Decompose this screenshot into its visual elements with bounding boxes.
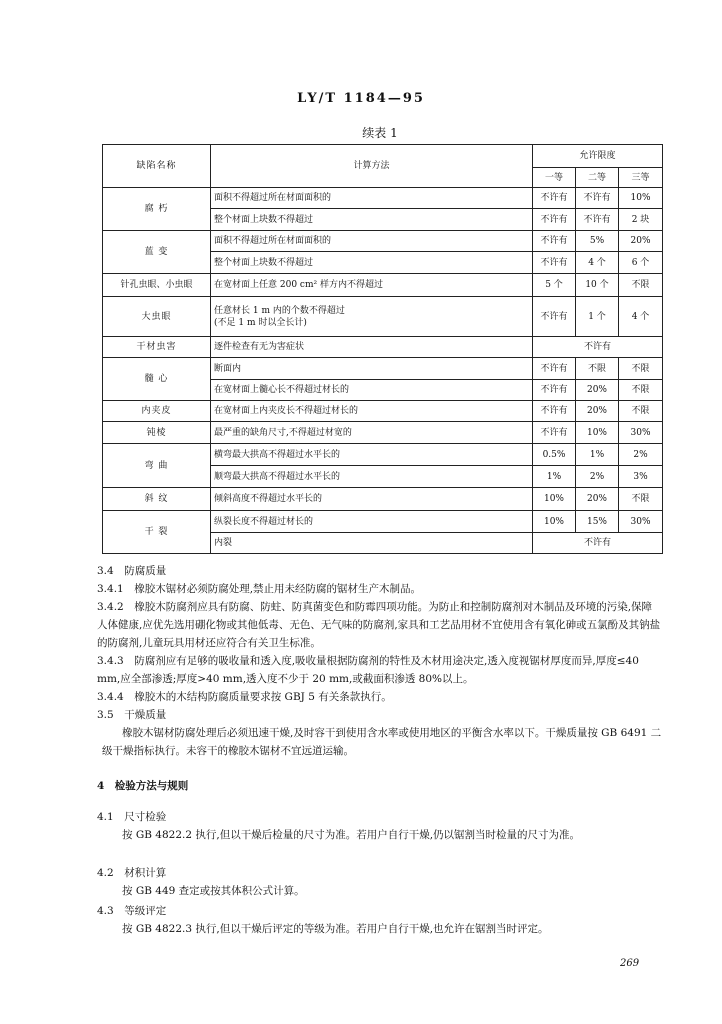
method-cell: 面积不得超过所在材面面积的 (211, 231, 533, 252)
defect-name: 弯 曲 (103, 444, 211, 488)
method-cell: 逐件检查有无为害症状 (211, 337, 533, 358)
table-row (103, 401, 663, 422)
grade-cell: 不许有 (533, 252, 576, 274)
page-number: 269 (620, 958, 640, 969)
clause-3-4-4: 3.4.4 橡胶木的木结构防腐质量要求按 GBJ 5 有关条款执行。 (97, 691, 392, 703)
clause-3-5: 橡胶木锯材防腐处理后必须迅速干燥,及时容干到使用含水率或使用地区的平衡含水率以下。干燥质量按 GB 6491 二级干燥指标执行。未容干的橡胶木锯材不宜远道运输。 (102, 727, 662, 757)
grade-cell: 20% (576, 380, 619, 401)
section-4 (97, 777, 662, 795)
grade-cell: 不许有 (533, 188, 576, 209)
grade-cell: 不限 (619, 401, 663, 422)
method-cell: 断面内 (211, 358, 533, 380)
defect-name: 腐 朽 (103, 188, 211, 231)
grade-cell: 5 个 (533, 274, 576, 297)
grade-cell: 不许有 (533, 380, 576, 401)
clause-4-2: 按 GB 449 查定或按其体积公式计算。 (122, 885, 305, 897)
grade-cell: 不许有 (533, 337, 663, 358)
header-defect-name: 缺陷名称 (103, 145, 211, 188)
method-cell: 倾斜高度不得超过水平长的 (211, 488, 533, 511)
table-row (103, 511, 663, 533)
grade-cell: 0.5% (533, 444, 576, 466)
clause-3-4-3: 3.4.3 防腐剂应有足够的吸收量和透入度,吸收量根据防腐剂的特性及木材用途决定,透入度视锯材厚度而异,厚度≤40 mm,应全部渗透;厚度>40 mm,透入度不少于 20 mm,或截面积渗透 80%以上。 (97, 655, 639, 685)
heading-4-1: 4.1 尺寸检验 (97, 811, 167, 823)
grade-cell: 不许有 (533, 209, 576, 231)
grade-cell: 不许有 (576, 188, 619, 209)
method-cell: 在宽材面上任意 200 cm² 样方内不得超过 (211, 274, 533, 297)
heading-4-2: 4.2 材积计算 (97, 867, 167, 879)
heading-4: 4 检验方法与规则 (97, 780, 189, 792)
defect-name: 大虫眼 (103, 297, 211, 337)
method-cell: 纵裂长度不得超过材长的 (211, 511, 533, 533)
method-cell: 在宽材面上内夹皮长不得超过材长的 (211, 401, 533, 422)
header-grade-3: 三等 (619, 168, 663, 188)
grade-cell: 10% (619, 188, 663, 209)
method-cell: 横弯最大拱高不得超过水平长的 (211, 444, 533, 466)
grade-cell: 10% (576, 422, 619, 444)
table-row (103, 422, 663, 444)
section-4-3 (97, 902, 662, 938)
defect-name: 蓝 变 (103, 231, 211, 274)
table-row (103, 297, 663, 337)
defect-name: 内夹皮 (103, 401, 211, 422)
grade-cell: 不限 (619, 274, 663, 297)
defect-name: 钝棱 (103, 422, 211, 444)
method-cell (211, 297, 533, 337)
grade-cell: 6 个 (619, 252, 663, 274)
defect-name: 干 裂 (103, 511, 211, 554)
table-row (103, 444, 663, 466)
defect-name: 斜 纹 (103, 488, 211, 511)
defects-table (102, 144, 663, 554)
table-row (103, 231, 663, 252)
header-grade-1: 一等 (533, 168, 576, 188)
method-cell: 整个材面上块数不得超过 (211, 252, 533, 274)
section-4-2 (97, 864, 662, 900)
grade-cell: 1% (533, 466, 576, 488)
grade-cell: 不许有 (533, 358, 576, 380)
method-note: (不足 1 m 时以全长计) (214, 317, 307, 328)
grade-cell: 2% (619, 444, 663, 466)
header-method: 计算方法 (211, 145, 533, 188)
grade-cell: 4 个 (619, 297, 663, 337)
table-row (103, 488, 663, 511)
clause-3-4-1: 3.4.1 橡胶木锯材必须防腐处理,禁止用未经防腐的锯材生产木制品。 (97, 583, 422, 595)
method-cell: 最严重的缺角尺寸,不得超过材宽的 (211, 422, 533, 444)
grade-cell: 不限 (619, 358, 663, 380)
grade-cell: 不许有 (533, 401, 576, 422)
grade-cell: 不许有 (533, 422, 576, 444)
header-allowance: 允许限度 (533, 145, 663, 168)
table-row (103, 188, 663, 209)
grade-cell: 不许有 (576, 209, 619, 231)
method-cell: 面积不得超过所在材面面积的 (211, 188, 533, 209)
defect-name: 针孔虫眼、小虫眼 (103, 274, 211, 297)
grade-cell: 10% (533, 488, 576, 511)
table-row (103, 358, 663, 380)
defect-name: 髓 心 (103, 358, 211, 401)
defect-name: 干材虫害 (103, 337, 211, 358)
heading-3-4: 3.4 防腐质量 (97, 565, 167, 577)
clause-4-1: 按 GB 4822.2 执行,但以干燥后检量的尺寸为准。若用户自行干燥,仍以锯割当时检量的尺寸为准。 (122, 829, 581, 841)
grade-cell: 2% (576, 466, 619, 488)
grade-cell: 不许有 (533, 231, 576, 252)
table-row (103, 337, 663, 358)
grade-cell: 1% (576, 444, 619, 466)
section-4-1 (97, 808, 662, 844)
table-header-row (103, 145, 663, 168)
method-cell: 内裂 (211, 533, 533, 554)
method-line: 任意材长 1 m 内的个数不得超过 (214, 305, 345, 316)
grade-cell: 10% (533, 511, 576, 533)
grade-cell: 20% (576, 401, 619, 422)
grade-cell: 不限 (619, 380, 663, 401)
section-3-4 (97, 562, 662, 760)
header-grade-2: 二等 (576, 168, 619, 188)
grade-cell: 不限 (576, 358, 619, 380)
grade-cell: 30% (619, 511, 663, 533)
grade-cell: 4 个 (576, 252, 619, 274)
table-row (103, 274, 663, 297)
method-cell: 顺弯最大拱高不得超过水平长的 (211, 466, 533, 488)
method-cell: 整个材面上块数不得超过 (211, 209, 533, 231)
grade-cell: 2 块 (619, 209, 663, 231)
document-header: LY/T 1184—95 (297, 91, 425, 106)
grade-cell: 5% (576, 231, 619, 252)
heading-3-5: 3.5 干燥质量 (97, 709, 167, 721)
grade-cell: 10 个 (576, 274, 619, 297)
grade-cell: 20% (619, 231, 663, 252)
method-cell: 在宽材面上髓心长不得超过材长的 (211, 380, 533, 401)
grade-cell: 20% (576, 488, 619, 511)
grade-cell: 不许有 (533, 297, 576, 337)
grade-cell: 不许有 (533, 533, 663, 554)
clause-3-4-2: 3.4.2 橡胶木防腐剂应具有防腐、防蛀、防真菌变色和防霉四项功能。为防止和控制防腐剂对木制品及环境的污染,保障人体健康,应优先选用硼化物或其他低毒、无色、无气味的防腐剂,家具和工艺品用材不宜使用含有氧化砷或五氯酚及其钠盐的防腐剂,儿童玩具用材还应符合有关卫生标准。 (97, 601, 661, 649)
grade-cell: 不限 (619, 488, 663, 511)
grade-cell: 3% (619, 466, 663, 488)
clause-4-3: 按 GB 4822.3 执行,但以干燥后评定的等级为准。若用户自行干燥,也允许在锯割当时评定。 (122, 923, 549, 935)
grade-cell: 30% (619, 422, 663, 444)
grade-cell: 1 个 (576, 297, 619, 337)
heading-4-3: 4.3 等级评定 (97, 905, 167, 917)
table-title: 续表 1 (362, 126, 398, 140)
grade-cell: 15% (576, 511, 619, 533)
